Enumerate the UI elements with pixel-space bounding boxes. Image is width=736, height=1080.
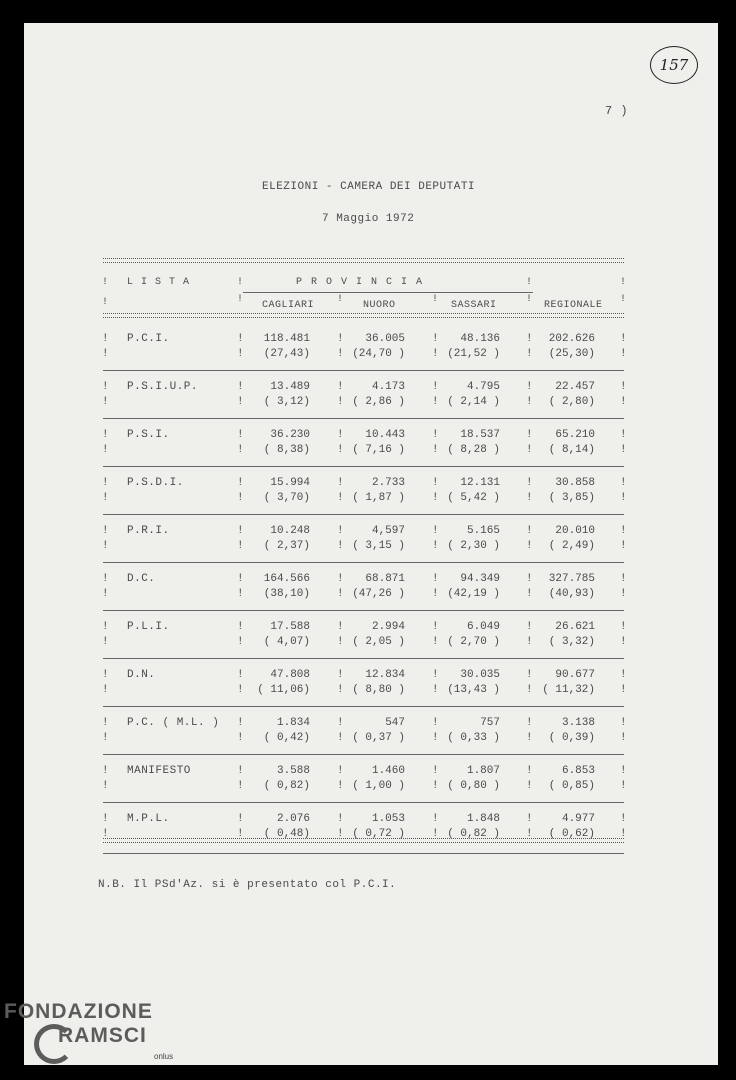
table-bang: ! bbox=[102, 477, 109, 489]
table-bang: ! bbox=[526, 828, 533, 840]
row-separator bbox=[103, 370, 624, 371]
vote-percentage: ( 11,32) bbox=[542, 684, 595, 696]
vote-percentage: ( 0,82 ) bbox=[447, 828, 500, 840]
table-bang: ! bbox=[432, 444, 439, 456]
table-bang: ! bbox=[237, 636, 244, 648]
table-bang: ! bbox=[432, 348, 439, 360]
vote-count: 36.230 bbox=[270, 429, 310, 441]
vote-percentage: (27,43) bbox=[263, 348, 310, 360]
table-bang: ! bbox=[102, 381, 109, 393]
vote-count: 36.005 bbox=[365, 333, 405, 345]
table-bang: ! bbox=[526, 621, 533, 633]
vote-percentage: ( 3,85) bbox=[548, 492, 595, 504]
table-bang: ! bbox=[337, 588, 344, 600]
table-bang: ! bbox=[237, 525, 244, 537]
table-bang: ! bbox=[432, 765, 439, 777]
vote-percentage: ( 2,70 ) bbox=[447, 636, 500, 648]
vote-count: 30.858 bbox=[555, 477, 595, 489]
vote-count: 13.489 bbox=[270, 381, 310, 393]
table-bang: ! bbox=[432, 525, 439, 537]
table-bang: ! bbox=[337, 780, 344, 792]
vote-percentage: (38,10) bbox=[263, 588, 310, 600]
table-bang: ! bbox=[337, 381, 344, 393]
table-bang: ! bbox=[337, 621, 344, 633]
vote-count: 4.173 bbox=[371, 381, 405, 393]
table-bang: ! bbox=[526, 396, 533, 408]
table-bang: ! bbox=[620, 573, 627, 585]
table-bang: ! bbox=[526, 429, 533, 441]
vote-count: 5.165 bbox=[466, 525, 500, 537]
vote-count: 18.537 bbox=[460, 429, 500, 441]
table-bang: ! bbox=[526, 348, 533, 360]
vote-count: 757 bbox=[480, 717, 500, 729]
table-bang: ! bbox=[102, 333, 109, 345]
vote-count: 26.621 bbox=[555, 621, 595, 633]
header-lista: L I S T A bbox=[127, 277, 191, 288]
vote-percentage: ( 0,37 ) bbox=[352, 732, 405, 744]
table-bang: ! bbox=[620, 540, 627, 552]
table-bang: ! bbox=[337, 765, 344, 777]
table-bang: ! bbox=[620, 381, 627, 393]
vote-percentage: ( 8,38) bbox=[263, 444, 310, 456]
party-name: M.P.L. bbox=[127, 813, 170, 825]
row-separator bbox=[103, 514, 624, 515]
archive-number-stamp: 157 bbox=[650, 46, 698, 84]
table-bang: ! bbox=[432, 621, 439, 633]
vote-count: 65.210 bbox=[555, 429, 595, 441]
table-bang: ! bbox=[102, 540, 109, 552]
vote-percentage: ( 0,42) bbox=[263, 732, 310, 744]
vote-percentage: ( 8,28 ) bbox=[447, 444, 500, 456]
row-separator bbox=[103, 562, 624, 563]
vote-percentage: ( 2,37) bbox=[263, 540, 310, 552]
table-bang: ! bbox=[237, 717, 244, 729]
table-bang: ! bbox=[526, 717, 533, 729]
table-bang: ! bbox=[620, 444, 627, 456]
table-bang: ! bbox=[526, 540, 533, 552]
party-name: P.S.D.I. bbox=[127, 477, 184, 489]
row-separator bbox=[103, 466, 624, 467]
vote-percentage: ( 0,62) bbox=[548, 828, 595, 840]
table-bang: ! bbox=[102, 636, 109, 648]
table-bang: ! bbox=[237, 396, 244, 408]
row-separator bbox=[103, 610, 624, 611]
table-bang: ! bbox=[620, 333, 627, 345]
vote-percentage: ( 2,30 ) bbox=[447, 540, 500, 552]
row-separator bbox=[103, 658, 624, 659]
table-bang: ! bbox=[526, 684, 533, 696]
table-bang: ! bbox=[432, 780, 439, 792]
table-bang: ! bbox=[337, 444, 344, 456]
vote-count: 2.733 bbox=[371, 477, 405, 489]
table-bang: ! bbox=[526, 492, 533, 504]
table-bang: ! bbox=[432, 684, 439, 696]
table-bang: ! bbox=[337, 636, 344, 648]
header-sassari: SASSARI bbox=[451, 300, 497, 311]
table-bang: ! bbox=[237, 540, 244, 552]
party-name: MANIFESTO bbox=[127, 765, 191, 777]
vote-percentage: ( 1,87 ) bbox=[352, 492, 405, 504]
table-bang: ! bbox=[432, 669, 439, 681]
vote-percentage: (13,43 ) bbox=[447, 684, 500, 696]
header-bang: ! bbox=[526, 294, 533, 305]
table-bottom-rule bbox=[103, 838, 624, 843]
table-bang: ! bbox=[620, 525, 627, 537]
header-bang: ! bbox=[620, 294, 627, 305]
table-end-line bbox=[103, 853, 624, 854]
party-name: D.N. bbox=[127, 669, 156, 681]
table-bang: ! bbox=[102, 813, 109, 825]
header-provincia: P R O V I N C I A bbox=[296, 277, 424, 288]
vote-count: 6.853 bbox=[561, 765, 595, 777]
vote-percentage: ( 7,16 ) bbox=[352, 444, 405, 456]
vote-percentage: ( 0,82) bbox=[263, 780, 310, 792]
table-bang: ! bbox=[432, 828, 439, 840]
vote-count: 94.349 bbox=[460, 573, 500, 585]
vote-percentage: ( 3,15 ) bbox=[352, 540, 405, 552]
table-bang: ! bbox=[432, 477, 439, 489]
table-bang: ! bbox=[102, 348, 109, 360]
table-bang: ! bbox=[237, 828, 244, 840]
header-bang: ! bbox=[102, 297, 109, 308]
vote-percentage: (21,52 ) bbox=[447, 348, 500, 360]
table-bang: ! bbox=[620, 477, 627, 489]
table-bang: ! bbox=[620, 492, 627, 504]
vote-count: 12.834 bbox=[365, 669, 405, 681]
table-bang: ! bbox=[102, 444, 109, 456]
vote-count: 12.131 bbox=[460, 477, 500, 489]
table-bang: ! bbox=[102, 621, 109, 633]
row-separator bbox=[103, 706, 624, 707]
table-bang: ! bbox=[526, 588, 533, 600]
table-bang: ! bbox=[526, 780, 533, 792]
vote-count: 68.871 bbox=[365, 573, 405, 585]
table-bang: ! bbox=[620, 669, 627, 681]
party-name: P.R.I. bbox=[127, 525, 170, 537]
table-bang: ! bbox=[237, 477, 244, 489]
table-bang: ! bbox=[526, 333, 533, 345]
table-bang: ! bbox=[432, 813, 439, 825]
row-separator bbox=[103, 802, 624, 803]
vote-count: 47.808 bbox=[270, 669, 310, 681]
vote-count: 1.460 bbox=[371, 765, 405, 777]
vote-count: 1.848 bbox=[466, 813, 500, 825]
table-bang: ! bbox=[620, 348, 627, 360]
header-bang: ! bbox=[526, 277, 533, 288]
table-bang: ! bbox=[237, 588, 244, 600]
provincia-underline bbox=[243, 292, 533, 293]
table-bang: ! bbox=[237, 429, 244, 441]
table-bang: ! bbox=[620, 828, 627, 840]
vote-count: 20.010 bbox=[555, 525, 595, 537]
vote-count: 164.566 bbox=[263, 573, 310, 585]
vote-count: 2.994 bbox=[371, 621, 405, 633]
table-bang: ! bbox=[237, 813, 244, 825]
table-bang: ! bbox=[337, 429, 344, 441]
table-bang: ! bbox=[237, 621, 244, 633]
party-name: D.C. bbox=[127, 573, 156, 585]
table-bang: ! bbox=[432, 717, 439, 729]
table-bang: ! bbox=[337, 717, 344, 729]
table-bang: ! bbox=[237, 780, 244, 792]
page-number: 7 ) bbox=[605, 104, 629, 118]
vote-percentage: ( 2,14 ) bbox=[447, 396, 500, 408]
table-bang: ! bbox=[337, 828, 344, 840]
vote-count: 3.588 bbox=[276, 765, 310, 777]
vote-count: 48.136 bbox=[460, 333, 500, 345]
table-bang: ! bbox=[237, 492, 244, 504]
header-bang: ! bbox=[237, 294, 244, 305]
vote-count: 15.994 bbox=[270, 477, 310, 489]
vote-count: 6.049 bbox=[466, 621, 500, 633]
table-bang: ! bbox=[237, 669, 244, 681]
table-bang: ! bbox=[337, 525, 344, 537]
vote-percentage: (47,26 ) bbox=[352, 588, 405, 600]
table-bang: ! bbox=[237, 684, 244, 696]
table-bang: ! bbox=[432, 588, 439, 600]
vote-count: 10.248 bbox=[270, 525, 310, 537]
table-bang: ! bbox=[237, 348, 244, 360]
vote-percentage: ( 5,42 ) bbox=[447, 492, 500, 504]
table-bang: ! bbox=[620, 429, 627, 441]
table-bang: ! bbox=[237, 732, 244, 744]
header-bang: ! bbox=[432, 294, 439, 305]
vote-percentage: (24,70 ) bbox=[352, 348, 405, 360]
table-bang: ! bbox=[432, 492, 439, 504]
vote-percentage: ( 3,32) bbox=[548, 636, 595, 648]
table-bang: ! bbox=[237, 381, 244, 393]
table-bang: ! bbox=[102, 492, 109, 504]
party-name: P.S.I.U.P. bbox=[127, 381, 199, 393]
table-bang: ! bbox=[102, 828, 109, 840]
party-name: P.L.I. bbox=[127, 621, 170, 633]
vote-count: 1.834 bbox=[276, 717, 310, 729]
table-bang: ! bbox=[337, 669, 344, 681]
table-bang: ! bbox=[620, 621, 627, 633]
vote-count: 4.977 bbox=[561, 813, 595, 825]
table-bang: ! bbox=[337, 573, 344, 585]
table-bang: ! bbox=[620, 636, 627, 648]
vote-count: 17.588 bbox=[270, 621, 310, 633]
header-bottom-rule bbox=[103, 313, 624, 318]
footnote: N.B. Il PSd'Az. si è presentato col P.C.I. bbox=[98, 879, 397, 891]
table-bang: ! bbox=[337, 684, 344, 696]
table-bang: ! bbox=[102, 765, 109, 777]
table-bang: ! bbox=[237, 765, 244, 777]
table-bang: ! bbox=[526, 444, 533, 456]
table-bang: ! bbox=[432, 396, 439, 408]
table-bang: ! bbox=[102, 429, 109, 441]
table-bang: ! bbox=[102, 732, 109, 744]
table-bang: ! bbox=[620, 780, 627, 792]
table-bang: ! bbox=[526, 525, 533, 537]
party-name: P.C.I. bbox=[127, 333, 170, 345]
table-bang: ! bbox=[337, 492, 344, 504]
vote-count: 90.677 bbox=[555, 669, 595, 681]
vote-percentage: ( 0,85) bbox=[548, 780, 595, 792]
table-bang: ! bbox=[337, 477, 344, 489]
vote-percentage: ( 2,80) bbox=[548, 396, 595, 408]
vote-percentage: ( 0,72 ) bbox=[352, 828, 405, 840]
row-separator bbox=[103, 754, 624, 755]
vote-percentage: ( 0,80 ) bbox=[447, 780, 500, 792]
table-bang: ! bbox=[432, 540, 439, 552]
table-bang: ! bbox=[237, 444, 244, 456]
header-cagliari: CAGLIARI bbox=[262, 300, 315, 311]
table-bang: ! bbox=[432, 333, 439, 345]
vote-percentage: (42,19 ) bbox=[447, 588, 500, 600]
vote-percentage: (40,93) bbox=[548, 588, 595, 600]
vote-percentage: ( 11,06) bbox=[257, 684, 310, 696]
vote-count: 2.076 bbox=[276, 813, 310, 825]
table-bang: ! bbox=[526, 381, 533, 393]
table-bang: ! bbox=[526, 813, 533, 825]
vote-count: 1.053 bbox=[371, 813, 405, 825]
party-name: P.C. ( M.L. ) bbox=[127, 717, 220, 729]
header-bang: ! bbox=[620, 277, 627, 288]
table-bang: ! bbox=[102, 684, 109, 696]
vote-percentage: ( 8,14) bbox=[548, 444, 595, 456]
table-bang: ! bbox=[237, 333, 244, 345]
table-bang: ! bbox=[237, 573, 244, 585]
vote-count: 327.785 bbox=[548, 573, 595, 585]
table-bang: ! bbox=[432, 573, 439, 585]
table-bang: ! bbox=[432, 381, 439, 393]
table-bang: ! bbox=[432, 429, 439, 441]
table-bang: ! bbox=[620, 396, 627, 408]
table-bang: ! bbox=[432, 636, 439, 648]
vote-percentage: (25,30) bbox=[548, 348, 595, 360]
header-bang: ! bbox=[237, 277, 244, 288]
vote-percentage: ( 0,33 ) bbox=[447, 732, 500, 744]
table-bang: ! bbox=[526, 732, 533, 744]
vote-percentage: ( 1,00 ) bbox=[352, 780, 405, 792]
vote-percentage: ( 2,05 ) bbox=[352, 636, 405, 648]
table-bang: ! bbox=[620, 813, 627, 825]
table-bang: ! bbox=[102, 396, 109, 408]
table-bang: ! bbox=[337, 540, 344, 552]
table-bang: ! bbox=[526, 573, 533, 585]
header-nuoro: NUORO bbox=[363, 300, 396, 311]
table-bang: ! bbox=[526, 765, 533, 777]
header-bang: ! bbox=[337, 294, 344, 305]
table-bang: ! bbox=[102, 588, 109, 600]
table-bang: ! bbox=[337, 348, 344, 360]
table-bang: ! bbox=[102, 780, 109, 792]
vote-count: 22.457 bbox=[555, 381, 595, 393]
table-bang: ! bbox=[102, 525, 109, 537]
table-bang: ! bbox=[526, 636, 533, 648]
vote-percentage: ( 8,80 ) bbox=[352, 684, 405, 696]
vote-count: 202.626 bbox=[548, 333, 595, 345]
vote-count: 547 bbox=[385, 717, 405, 729]
fondazione-gramsci-logo: FONDAZIONE RAMSCI onlus bbox=[4, 1000, 184, 1070]
vote-count: 10.443 bbox=[365, 429, 405, 441]
document-title: ELEZIONI - CAMERA DEI DEPUTATI bbox=[262, 181, 476, 193]
table-bang: ! bbox=[432, 732, 439, 744]
header-bang: ! bbox=[102, 277, 109, 288]
table-bang: ! bbox=[620, 765, 627, 777]
table-bang: ! bbox=[102, 573, 109, 585]
party-name: P.S.I. bbox=[127, 429, 170, 441]
document-date: 7 Maggio 1972 bbox=[322, 213, 415, 225]
table-bang: ! bbox=[526, 477, 533, 489]
vote-percentage: ( 3,70) bbox=[263, 492, 310, 504]
vote-percentage: ( 3,12) bbox=[263, 396, 310, 408]
vote-count: 1.807 bbox=[466, 765, 500, 777]
vote-count: 3.138 bbox=[561, 717, 595, 729]
vote-count: 4,597 bbox=[371, 525, 405, 537]
table-bang: ! bbox=[337, 396, 344, 408]
table-bang: ! bbox=[620, 684, 627, 696]
table-bang: ! bbox=[620, 717, 627, 729]
table-bang: ! bbox=[337, 732, 344, 744]
vote-count: 30.035 bbox=[460, 669, 500, 681]
vote-percentage: ( 0,39) bbox=[548, 732, 595, 744]
vote-percentage: ( 0,48) bbox=[263, 828, 310, 840]
vote-percentage: ( 2,86 ) bbox=[352, 396, 405, 408]
table-bang: ! bbox=[620, 588, 627, 600]
vote-count: 4.795 bbox=[466, 381, 500, 393]
table-bang: ! bbox=[620, 732, 627, 744]
table-bang: ! bbox=[102, 717, 109, 729]
table-bang: ! bbox=[337, 333, 344, 345]
table-bang: ! bbox=[102, 669, 109, 681]
table-bang: ! bbox=[337, 813, 344, 825]
table-bang: ! bbox=[526, 669, 533, 681]
vote-percentage: ( 2,49) bbox=[548, 540, 595, 552]
header-regionale: REGIONALE bbox=[544, 300, 603, 311]
vote-percentage: ( 4,07) bbox=[263, 636, 310, 648]
table-top-rule bbox=[103, 258, 624, 263]
vote-count: 118.481 bbox=[263, 333, 310, 345]
row-separator bbox=[103, 418, 624, 419]
